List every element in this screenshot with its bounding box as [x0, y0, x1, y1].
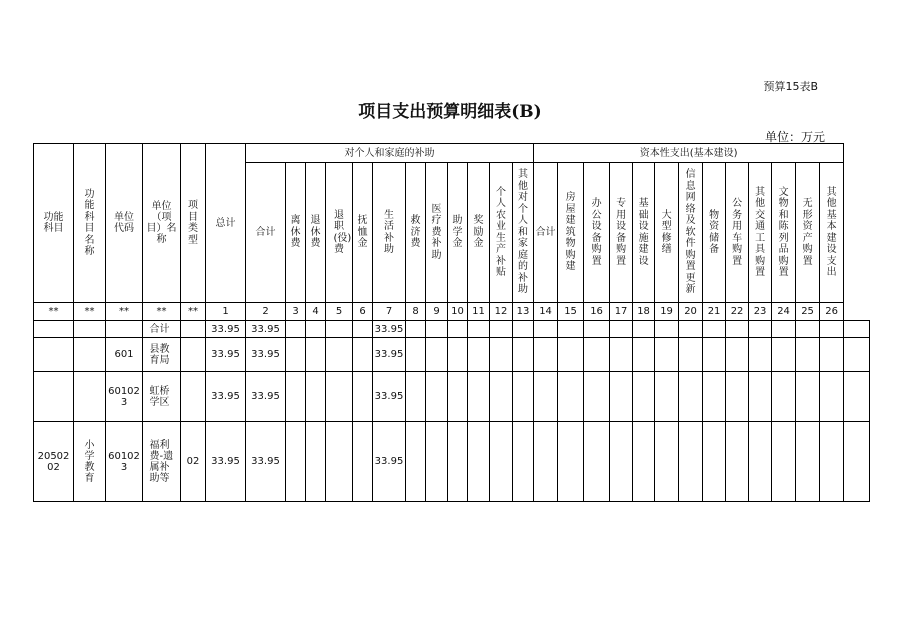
table-cell — [490, 372, 513, 422]
table-cell — [306, 372, 326, 422]
header-capital-col-text: 办公设备购置 — [591, 198, 602, 267]
header-mark: ** — [106, 303, 143, 321]
header-capital-col-text: 信息网络及软件购置更新 — [685, 169, 696, 296]
table-cell — [468, 338, 490, 372]
table-cell — [468, 372, 490, 422]
header-col-number: 6 — [353, 303, 373, 321]
table-cell — [558, 338, 584, 372]
table-cell: 33.95 — [373, 321, 406, 338]
header-personal-col — [468, 163, 490, 303]
table-cell — [844, 372, 870, 422]
table-cell — [534, 321, 558, 338]
header-capital-col — [633, 163, 655, 303]
table-cell — [796, 372, 820, 422]
table-cell — [655, 422, 679, 502]
header-personal-col-text: 助学金 — [452, 215, 463, 250]
table-cell — [74, 422, 106, 502]
table-cell — [796, 338, 820, 372]
table-cell — [584, 321, 610, 338]
table-cell — [448, 321, 468, 338]
table-cell — [448, 372, 468, 422]
table-cell — [286, 321, 306, 338]
table-cell — [749, 422, 772, 502]
header-personal-col — [513, 163, 534, 303]
table-cell — [143, 422, 181, 502]
table-cell — [844, 321, 870, 338]
header-unit-name — [143, 144, 181, 303]
header-func-name-text: 功能科目名称 — [84, 188, 95, 257]
header-personal-col — [326, 163, 353, 303]
table-cell — [772, 338, 796, 372]
table-cell — [106, 338, 143, 372]
header-col-number: 14 — [534, 303, 558, 321]
table-cell — [406, 338, 426, 372]
header-capital-col — [584, 163, 610, 303]
table-cell — [34, 372, 74, 422]
table-cell — [703, 321, 726, 338]
header-personal-col-text: 个人农业生产补贴 — [496, 186, 506, 278]
header-personal-col-text: 生活补助 — [384, 209, 394, 255]
header-unit-name-text: 单位（项目）名称 — [146, 201, 177, 245]
header-capital-col-text: 房屋建筑物购建 — [565, 192, 576, 273]
header-col-number: 9 — [426, 303, 448, 321]
header-capital-col — [655, 163, 679, 303]
header-col-number: 3 — [286, 303, 306, 321]
table-cell-text: 县教育局 — [149, 343, 170, 366]
header-personal-col-text: 救济费 — [410, 215, 421, 250]
table-cell — [513, 372, 534, 422]
table-cell — [426, 422, 448, 502]
table-cell — [749, 338, 772, 372]
table-row — [34, 321, 870, 338]
table-cell — [772, 372, 796, 422]
header-personal-col — [426, 163, 448, 303]
table-cell — [726, 321, 749, 338]
table-cell — [468, 321, 490, 338]
table-cell — [820, 338, 844, 372]
table-cell: 33.95 — [206, 372, 246, 422]
table-cell — [534, 372, 558, 422]
header-col-number: 11 — [468, 303, 490, 321]
table-cell: 33.95 — [206, 321, 246, 338]
table-cell — [143, 372, 181, 422]
table-cell: 33.95 — [373, 338, 406, 372]
budget-table — [33, 143, 870, 502]
table-cell — [844, 338, 870, 372]
header-capital-col — [820, 163, 844, 303]
header-mark: ** — [181, 303, 206, 321]
header-personal-col — [353, 163, 373, 303]
table-cell — [448, 422, 468, 502]
table-cell — [655, 338, 679, 372]
table-cell — [679, 338, 703, 372]
table-cell-text: 601 — [114, 349, 134, 360]
header-personal-col — [448, 163, 468, 303]
header-col-number: 8 — [406, 303, 426, 321]
table-cell — [726, 422, 749, 502]
table-cell — [326, 338, 353, 372]
table-cell — [772, 422, 796, 502]
table-cell — [633, 422, 655, 502]
header-col-number: 21 — [703, 303, 726, 321]
table-cell: 33.95 — [206, 422, 246, 502]
table-cell — [143, 321, 181, 338]
table-cell — [610, 372, 633, 422]
table-cell — [820, 422, 844, 502]
table-cell — [534, 338, 558, 372]
table-cell — [306, 338, 326, 372]
table-cell: 33.95 — [206, 338, 246, 372]
header-mark: ** — [143, 303, 181, 321]
table-cell: 33.95 — [373, 422, 406, 502]
header-personal-col-text: 退职(役)费 — [333, 209, 352, 255]
table-cell: 33.95 — [246, 321, 286, 338]
table-cell — [749, 372, 772, 422]
header-capital-col — [610, 163, 633, 303]
table-cell — [633, 372, 655, 422]
table-cell — [426, 372, 448, 422]
table-cell — [353, 372, 373, 422]
table-cell — [326, 372, 353, 422]
header-personal-col — [406, 163, 426, 303]
table-cell — [353, 422, 373, 502]
table-cell — [633, 338, 655, 372]
table-cell — [633, 321, 655, 338]
table-cell — [426, 338, 448, 372]
table-cell — [703, 372, 726, 422]
header-personal-col — [490, 163, 513, 303]
page-title: 项目支出预算明细表(B) — [358, 102, 542, 122]
table-cell — [796, 422, 820, 502]
table-cell — [513, 321, 534, 338]
header-col-number: 13 — [513, 303, 534, 321]
table-cell — [74, 372, 106, 422]
table-cell — [534, 422, 558, 502]
header-personal-col — [373, 163, 406, 303]
header-col-number: 1 — [206, 303, 246, 321]
table-cell — [74, 321, 106, 338]
header-capital-col-text: 大型修缮 — [661, 209, 672, 255]
header-unit-code — [106, 144, 143, 303]
header-capital-col — [749, 163, 772, 303]
table-row — [34, 422, 870, 502]
table-cell — [74, 338, 106, 372]
header-personal-col-text: 抚恤金 — [357, 215, 368, 250]
table-cell — [820, 372, 844, 422]
table-cell — [181, 338, 206, 372]
header-func-code-text: 功能科目 — [43, 212, 64, 234]
table-cell — [286, 372, 306, 422]
header-capital-col-text: 其他基本建设支出 — [826, 186, 837, 278]
table-cell — [558, 422, 584, 502]
header-capital-col — [772, 163, 796, 303]
header-group-capital: 资本性支出(基本建设) — [534, 144, 844, 163]
header-total: 总计 — [206, 144, 246, 303]
table-cell-text: 601023 — [108, 450, 140, 473]
form-number: 预算15表B — [763, 80, 818, 93]
table-cell — [286, 422, 306, 502]
header-col-number: 10 — [448, 303, 468, 321]
header-col-number: 24 — [772, 303, 796, 321]
header-capital-col: 合计 — [534, 163, 558, 303]
table-cell — [306, 422, 326, 502]
table-cell-text: 合计 — [149, 323, 170, 335]
table-row — [34, 338, 870, 372]
table-cell — [584, 372, 610, 422]
table-cell-text: 601023 — [108, 385, 140, 408]
table-cell — [468, 422, 490, 502]
header-capital-col — [558, 163, 584, 303]
table-cell — [353, 321, 373, 338]
header-mark: ** — [74, 303, 106, 321]
header-col-number: 25 — [796, 303, 820, 321]
header-personal-col — [286, 163, 306, 303]
table-cell — [679, 372, 703, 422]
header-col-number: 23 — [749, 303, 772, 321]
header-capital-col-text: 公务用车购置 — [732, 198, 743, 267]
header-col-number: 26 — [820, 303, 844, 321]
table-cell — [106, 372, 143, 422]
header-capital-col-text: 物资储备 — [709, 209, 720, 255]
table-cell — [726, 372, 749, 422]
header-capital-col — [796, 163, 820, 303]
table-cell — [558, 321, 584, 338]
header-capital-col — [703, 163, 726, 303]
table-cell — [286, 338, 306, 372]
table-cell — [448, 338, 468, 372]
header-col-number: 22 — [726, 303, 749, 321]
table-cell: 33.95 — [246, 338, 286, 372]
header-unit-code-text: 单位代码 — [114, 212, 134, 234]
table-cell — [679, 321, 703, 338]
table-cell — [326, 321, 353, 338]
table-cell — [353, 338, 373, 372]
header-group-personal: 对个人和家庭的补助 — [246, 144, 534, 163]
table-cell — [655, 321, 679, 338]
header-row-numbers — [34, 303, 870, 321]
header-col-number: 2 — [246, 303, 286, 321]
table-cell — [820, 321, 844, 338]
header-personal-col-text: 退休费 — [310, 215, 321, 250]
table-cell: 33.95 — [246, 422, 286, 502]
header-col-number: 7 — [373, 303, 406, 321]
header-capital-col-text: 文物和陈列品购置 — [778, 186, 789, 278]
table-cell — [181, 372, 206, 422]
header-proj-type-text: 项目类型 — [188, 200, 198, 246]
table-cell — [406, 372, 426, 422]
table-cell: 33.95 — [246, 372, 286, 422]
table-cell — [610, 321, 633, 338]
header-func-code — [34, 144, 74, 303]
header-capital-col-text: 其他交通工具购置 — [755, 186, 766, 278]
table-cell — [181, 321, 206, 338]
table-cell — [406, 321, 426, 338]
header-col-number: 18 — [633, 303, 655, 321]
table-cell-text: 福利费-遗属补助等 — [149, 439, 174, 484]
table-cell — [655, 372, 679, 422]
header-personal-col: 合计 — [246, 163, 286, 303]
table-cell — [306, 321, 326, 338]
header-row-group — [34, 144, 870, 163]
table-cell — [610, 422, 633, 502]
table-cell — [490, 422, 513, 502]
header-col-number: 19 — [655, 303, 679, 321]
header-capital-col — [679, 163, 703, 303]
header-personal-col — [306, 163, 326, 303]
table-cell: 33.95 — [373, 372, 406, 422]
table-cell — [772, 321, 796, 338]
header-capital-col — [726, 163, 749, 303]
header-col-number: 4 — [306, 303, 326, 321]
table-cell — [143, 338, 181, 372]
header-capital-col-text: 无形资产购置 — [802, 198, 813, 267]
header-personal-col-text: 离休费 — [290, 215, 301, 250]
table-cell — [749, 321, 772, 338]
table-cell — [584, 422, 610, 502]
table-cell — [796, 321, 820, 338]
unit-label: 单位：万元 — [764, 130, 825, 144]
header-personal-col-text: 医疗费补助 — [431, 203, 442, 261]
table-cell — [34, 321, 74, 338]
table-cell — [426, 321, 448, 338]
table-cell — [406, 422, 426, 502]
header-mark: ** — [34, 303, 74, 321]
table-cell — [326, 422, 353, 502]
table-cell — [34, 422, 74, 502]
header-col-number: 5 — [326, 303, 353, 321]
header-col-number: 20 — [679, 303, 703, 321]
header-personal-col-text: 其他对个人和家庭的补助 — [518, 169, 529, 296]
header-proj-type — [181, 144, 206, 303]
header-personal-col-text: 奖励金 — [473, 215, 484, 250]
table-cell — [513, 338, 534, 372]
table-cell: 02 — [181, 422, 206, 502]
header-col-number: 15 — [558, 303, 584, 321]
table-row — [34, 372, 870, 422]
table-cell — [106, 422, 143, 502]
table-cell — [726, 338, 749, 372]
table-cell — [703, 422, 726, 502]
header-col-number: 12 — [490, 303, 513, 321]
table-cell — [34, 338, 74, 372]
table-cell — [558, 372, 584, 422]
table-cell — [106, 321, 143, 338]
table-cell — [610, 338, 633, 372]
table-cell — [513, 422, 534, 502]
header-capital-col-text: 专用设备购置 — [616, 198, 627, 267]
header-func-name — [74, 144, 106, 303]
table-cell — [844, 422, 870, 502]
table-cell-text: 虹桥学区 — [149, 385, 170, 408]
table-cell-text: 2050202 — [37, 450, 70, 473]
header-capital-col-text: 基础设施建设 — [638, 198, 649, 267]
table-cell — [703, 338, 726, 372]
table-cell — [490, 338, 513, 372]
header-col-number: 17 — [610, 303, 633, 321]
table-cell — [490, 321, 513, 338]
table-cell — [679, 422, 703, 502]
header-col-number: 16 — [584, 303, 610, 321]
table-cell — [584, 338, 610, 372]
table-cell-text: 小学教育 — [84, 439, 95, 484]
